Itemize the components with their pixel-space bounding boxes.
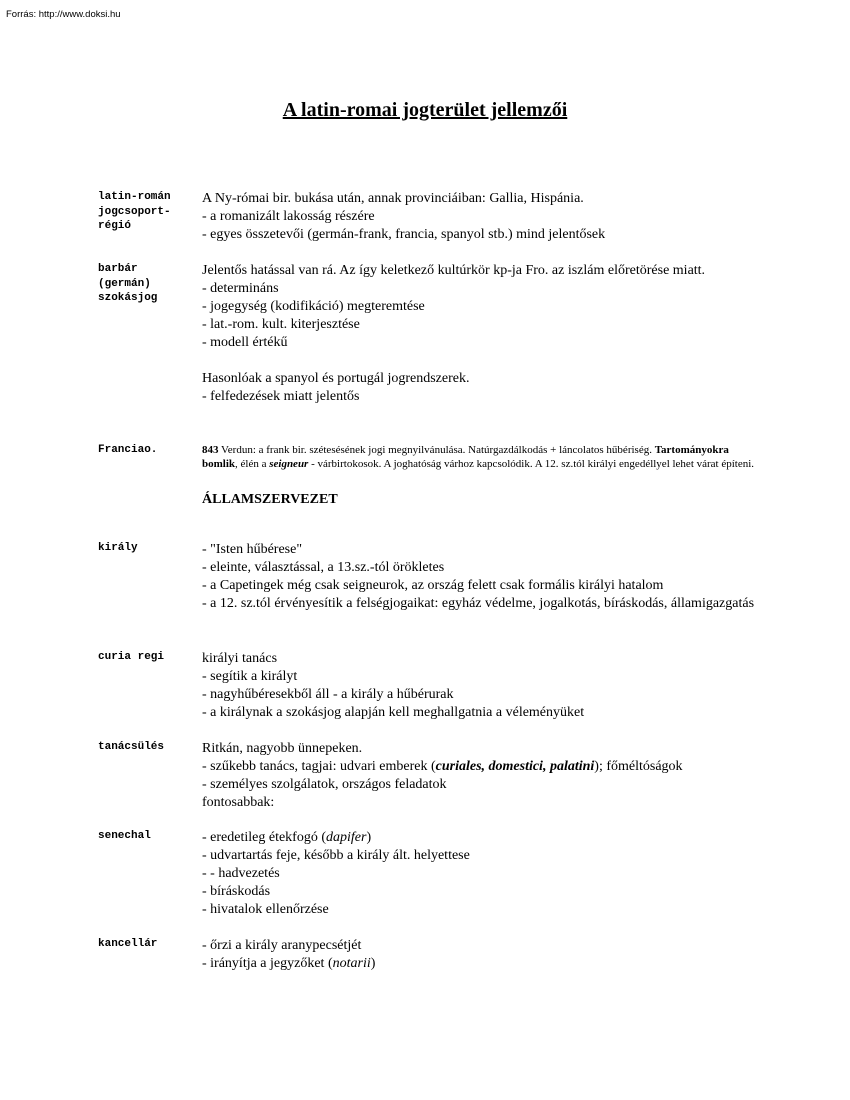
text-line: - udvartartás feje, később a király ált. helyettese	[202, 848, 470, 863]
section-franciao	[202, 443, 762, 509]
text-run: - szűkebb tanács, tagjai: udvari emberek (	[202, 759, 436, 774]
term-line: barbár	[98, 263, 138, 275]
text-line: - hivatalok ellenőrzése	[202, 902, 329, 917]
term-line: Franciao.	[98, 444, 158, 456]
italic-run: notarii	[332, 956, 371, 971]
text-line: királyi tanács	[202, 651, 278, 666]
text-line: - bíráskodás	[202, 884, 271, 899]
text-line: - a 12. sz.tól érvényesítik a felségjogaikat: egyház védelme, jogalkotás, bíráskodás, államigazgatás	[202, 596, 755, 611]
section-senechal	[202, 829, 762, 919]
term-line: régió	[98, 220, 132, 232]
term-senechal	[98, 829, 198, 844]
source-note: Forrás: http://www.doksi.hu	[6, 9, 121, 20]
text-line: - személyes szolgálatok, országos feladatok	[202, 777, 447, 792]
franciao-paragraph	[202, 443, 762, 471]
term-franciao	[98, 443, 198, 458]
text-run: , élén a	[235, 458, 270, 470]
text-line: - felfedezések miatt jelentős	[202, 389, 360, 404]
term-line: latin-román	[98, 191, 171, 203]
term-kancellar	[98, 937, 198, 952]
text-run: )	[366, 830, 372, 845]
page-title: A latin-romai jogterület jellemzői	[282, 99, 568, 121]
text-run: - eredetileg étekfogó (	[202, 830, 326, 845]
text-line	[202, 758, 762, 776]
text-line: Ritkán, nagyobb ünnepeken.	[202, 741, 363, 756]
section-tanacsules	[202, 740, 762, 812]
text-line	[202, 955, 762, 973]
text-run: Verdun: a frank bir. szétesésének jogi megnyilvánulása. Natúrgazdálkodás + láncolatos hűbériség.	[218, 444, 655, 456]
bold-run: Tartományokra bomlik	[202, 444, 729, 470]
term-latin-roman	[98, 190, 198, 234]
text-line: - a királynak a szokásjog alapján kell meghallgatnia a véleményüket	[202, 705, 585, 720]
bold-italic-run: seigneur	[269, 458, 309, 470]
term-tanacsules	[98, 740, 198, 755]
text-run: - irányítja a jegyzőket (	[202, 956, 333, 971]
text-line: fontosabbak:	[202, 795, 275, 810]
text-line: Hasonlóak a spanyol és portugál jogrendszerek.	[202, 371, 470, 386]
term-line: király	[98, 542, 138, 554]
term-kiraly	[98, 541, 198, 556]
text-run: ); főméltóságok	[594, 759, 683, 774]
text-line	[202, 829, 762, 847]
section-kiraly	[202, 541, 762, 613]
term-line: curia regi	[98, 651, 165, 663]
term-line: szokásjog	[98, 292, 158, 304]
year-843: 843	[202, 444, 219, 456]
text-line: - - hadvezetés	[202, 866, 280, 881]
text-line: - nagyhűbéresekből áll - a király a hűbérurak	[202, 687, 454, 702]
text-line: - lat.-rom. kult. kiterjesztése	[202, 317, 360, 332]
text-line: - egyes összetevői (germán-frank, francia, spanyol stb.) mind jelentősek	[202, 227, 606, 242]
term-line: jogcsoport-	[98, 205, 171, 218]
term-barbar	[98, 262, 198, 306]
text-run: )	[370, 956, 376, 971]
text-line: - eleinte, választással, a 13.sz.-tól örökletes	[202, 560, 445, 575]
text-line: - determináns	[202, 281, 279, 296]
text-line: - "Isten hűbérese"	[202, 542, 303, 557]
section-curia-regi	[202, 650, 762, 722]
text-line: - őrzi a király aranypecsétjét	[202, 938, 362, 953]
section-kancellar	[202, 937, 762, 973]
text-line: Jelentős hatással van rá. Az így keletkező kultúrkör kp-ja Fro. az iszlám előretörése miatt.	[202, 263, 706, 278]
text-line: - a romanizált lakosság részére	[202, 209, 375, 224]
term-curia-regi	[98, 650, 198, 665]
italic-run: dapifer	[326, 830, 367, 845]
text-line: A Ny-római bir. bukása után, annak provinciáiban: Gallia, Hispánia.	[202, 191, 584, 206]
term-line: kancellár	[98, 938, 158, 950]
section-barbar	[202, 262, 762, 406]
term-line: senechal	[98, 830, 151, 842]
term-line: (germán)	[98, 277, 151, 290]
text-line: - segítik a királyt	[202, 669, 298, 684]
bold-italic-run: curiales, domestici, palatini	[435, 759, 595, 774]
text-line: - jogegység (kodifikáció) megteremtése	[202, 299, 425, 314]
section-latin-roman	[202, 190, 762, 244]
section-heading: ÁLLAMSZERVEZET	[202, 492, 338, 507]
text-line: - modell értékű	[202, 335, 288, 350]
text-run: - várbirtokosok. A joghatóság várhoz kapcsolódik. A 12. sz.tól királyi engedéllyel lehet várat építeni.	[308, 458, 755, 470]
text-line: - a Capetingek még csak seigneurok, az ország felett csak formális királyi hatalom	[202, 578, 664, 593]
term-line: tanácsülés	[98, 741, 165, 753]
